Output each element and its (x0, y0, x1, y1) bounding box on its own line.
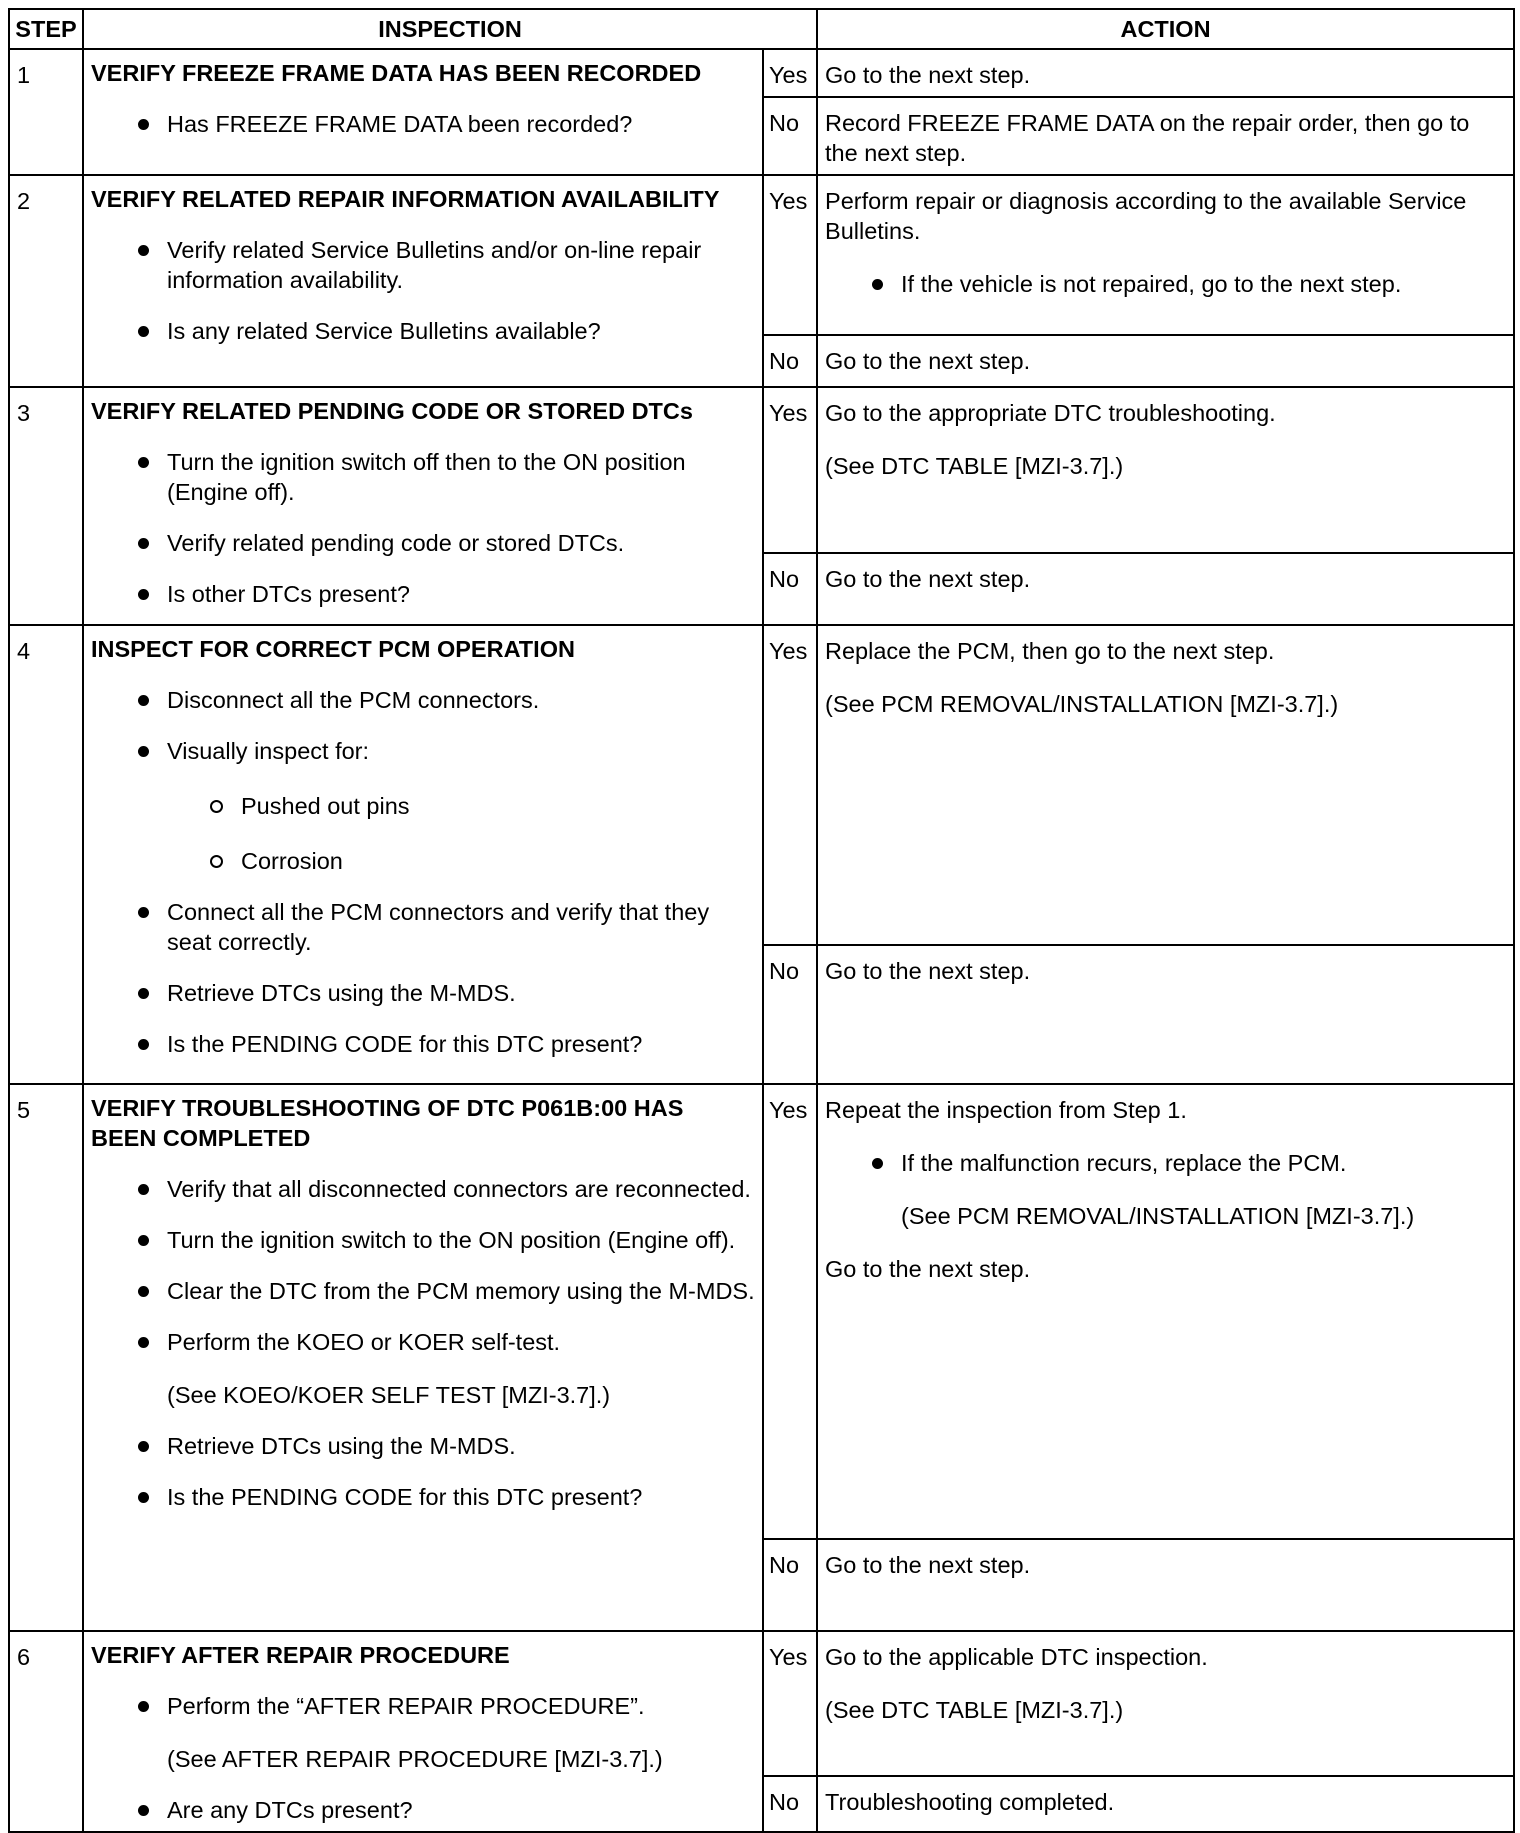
no-action: Troubleshooting completed. (817, 1776, 1514, 1832)
inspection-item: Is the PENDING CODE for this DTC present? (91, 1482, 755, 1512)
yes-label: Yes (763, 1084, 817, 1539)
yes-action-bullet: If the vehicle is not repaired, go to the next step. (825, 269, 1506, 299)
no-action: Go to the next step. (817, 553, 1514, 625)
no-label: No (763, 1776, 817, 1832)
no-label: No (763, 97, 817, 175)
inspection-note: (See KOEO/KOER SELF TEST [MZI-3.7].) (167, 1382, 611, 1408)
header-action: ACTION (817, 9, 1514, 49)
yes-action-text: Replace the PCM, then go to the next step. (825, 638, 1275, 664)
inspection-subitem: Corrosion (91, 846, 755, 876)
inspection-item: Is the PENDING CODE for this DTC present? (91, 1029, 755, 1059)
inspection-item: Connect all the PCM connectors and verify that they seat correctly. (91, 897, 755, 957)
yes-label: Yes (763, 1631, 817, 1776)
inspection-item: Is other DTCs present? (91, 579, 755, 609)
step-title: VERIFY FREEZE FRAME DATA HAS BEEN RECORDED (91, 60, 702, 86)
inspection-item: Disconnect all the PCM connectors. (91, 685, 755, 715)
inspection-item: Verify related pending code or stored DTCs. (91, 528, 755, 558)
yes-action-text: Perform repair or diagnosis according to the available Service Bulletins. (825, 188, 1467, 244)
no-action: Record FREEZE FRAME DATA on the repair order, then go to the next step. (817, 97, 1514, 175)
step-6-yes-row (9, 1631, 1514, 1776)
step-title: VERIFY RELATED REPAIR INFORMATION AVAILABILITY (91, 186, 720, 212)
yes-action-text: Go to the applicable DTC inspection. (825, 1644, 1208, 1670)
step-number: 4 (9, 625, 83, 1084)
yes-action (817, 1084, 1514, 1539)
yes-action-bullet: If the malfunction recurs, replace the PCM. (825, 1148, 1506, 1178)
step-2-yes-row (9, 175, 1514, 335)
yes-label: Yes (763, 175, 817, 335)
step-inspection (83, 625, 763, 1084)
step-number: 2 (9, 175, 83, 387)
inspection-item: Has FREEZE FRAME DATA been recorded? (91, 109, 755, 139)
yes-action: Go to the next step. (817, 49, 1514, 97)
step-inspection (83, 175, 763, 387)
yes-action (817, 387, 1514, 553)
yes-action-followup: Go to the next step. (825, 1256, 1031, 1282)
troubleshooting-table (8, 8, 1515, 1833)
yes-action-text: Repeat the inspection from Step 1. (825, 1097, 1187, 1123)
inspection-subitem: Pushed out pins (91, 791, 755, 821)
step-number: 1 (9, 49, 83, 175)
no-action: Go to the next step. (817, 1539, 1514, 1631)
step-number: 3 (9, 387, 83, 625)
yes-action (817, 1631, 1514, 1776)
step-inspection (83, 387, 763, 625)
no-label: No (763, 1539, 817, 1631)
inspection-item: Clear the DTC from the PCM memory using the M-MDS. (91, 1276, 755, 1306)
yes-label: Yes (763, 387, 817, 553)
header-step: STEP (9, 9, 83, 49)
inspection-item: Turn the ignition switch off then to the ON position (Engine off). (91, 447, 755, 507)
no-action: Go to the next step. (817, 335, 1514, 387)
inspection-item: Visually inspect for: (91, 736, 755, 766)
step-1-yes-row (9, 49, 1514, 97)
yes-action-note: (See DTC TABLE [MZI-3.7].) (825, 453, 1124, 479)
no-action: Go to the next step. (817, 945, 1514, 1084)
step-title: VERIFY TROUBLESHOOTING OF DTC P061B:00 HAS BEEN COMPLETED (91, 1095, 684, 1151)
header-row (9, 9, 1514, 49)
step-inspection (83, 49, 763, 175)
yes-label: Yes (763, 49, 817, 97)
inspection-item: Perform the “AFTER REPAIR PROCEDURE”. (91, 1691, 755, 1721)
yes-action-note: (See DTC TABLE [MZI-3.7].) (825, 1697, 1124, 1723)
yes-label: Yes (763, 625, 817, 945)
yes-action-text: Go to the appropriate DTC troubleshooting. (825, 400, 1276, 426)
step-title: VERIFY AFTER REPAIR PROCEDURE (91, 1642, 510, 1668)
inspection-note: (See AFTER REPAIR PROCEDURE [MZI-3.7].) (167, 1746, 663, 1772)
step-number: 6 (9, 1631, 83, 1832)
inspection-item: Are any DTCs present? (91, 1795, 755, 1825)
no-label: No (763, 553, 817, 625)
yes-action-note: (See PCM REMOVAL/INSTALLATION [MZI-3.7].) (901, 1203, 1415, 1229)
inspection-item: Perform the KOEO or KOER self-test. (91, 1327, 755, 1357)
step-3-yes-row (9, 387, 1514, 553)
inspection-item: Turn the ignition switch to the ON position (Engine off). (91, 1225, 755, 1255)
step-5-yes-row (9, 1084, 1514, 1539)
inspection-item: Verify related Service Bulletins and/or on-line repair information availability. (91, 235, 755, 295)
inspection-item: Is any related Service Bulletins available? (91, 316, 755, 346)
step-4-yes-row (9, 625, 1514, 945)
yes-action-note: (See PCM REMOVAL/INSTALLATION [MZI-3.7].) (825, 691, 1339, 717)
step-title: VERIFY RELATED PENDING CODE OR STORED DTCs (91, 398, 693, 424)
step-inspection (83, 1084, 763, 1631)
inspection-item: Retrieve DTCs using the M-MDS. (91, 978, 755, 1008)
step-title: INSPECT FOR CORRECT PCM OPERATION (91, 636, 575, 662)
step-inspection (83, 1631, 763, 1832)
yes-action (817, 175, 1514, 335)
inspection-item: Retrieve DTCs using the M-MDS. (91, 1431, 755, 1461)
header-inspection: INSPECTION (83, 9, 817, 49)
step-number: 5 (9, 1084, 83, 1631)
inspection-item: Verify that all disconnected connectors are reconnected. (91, 1174, 755, 1204)
no-label: No (763, 335, 817, 387)
yes-action (817, 625, 1514, 945)
no-label: No (763, 945, 817, 1084)
